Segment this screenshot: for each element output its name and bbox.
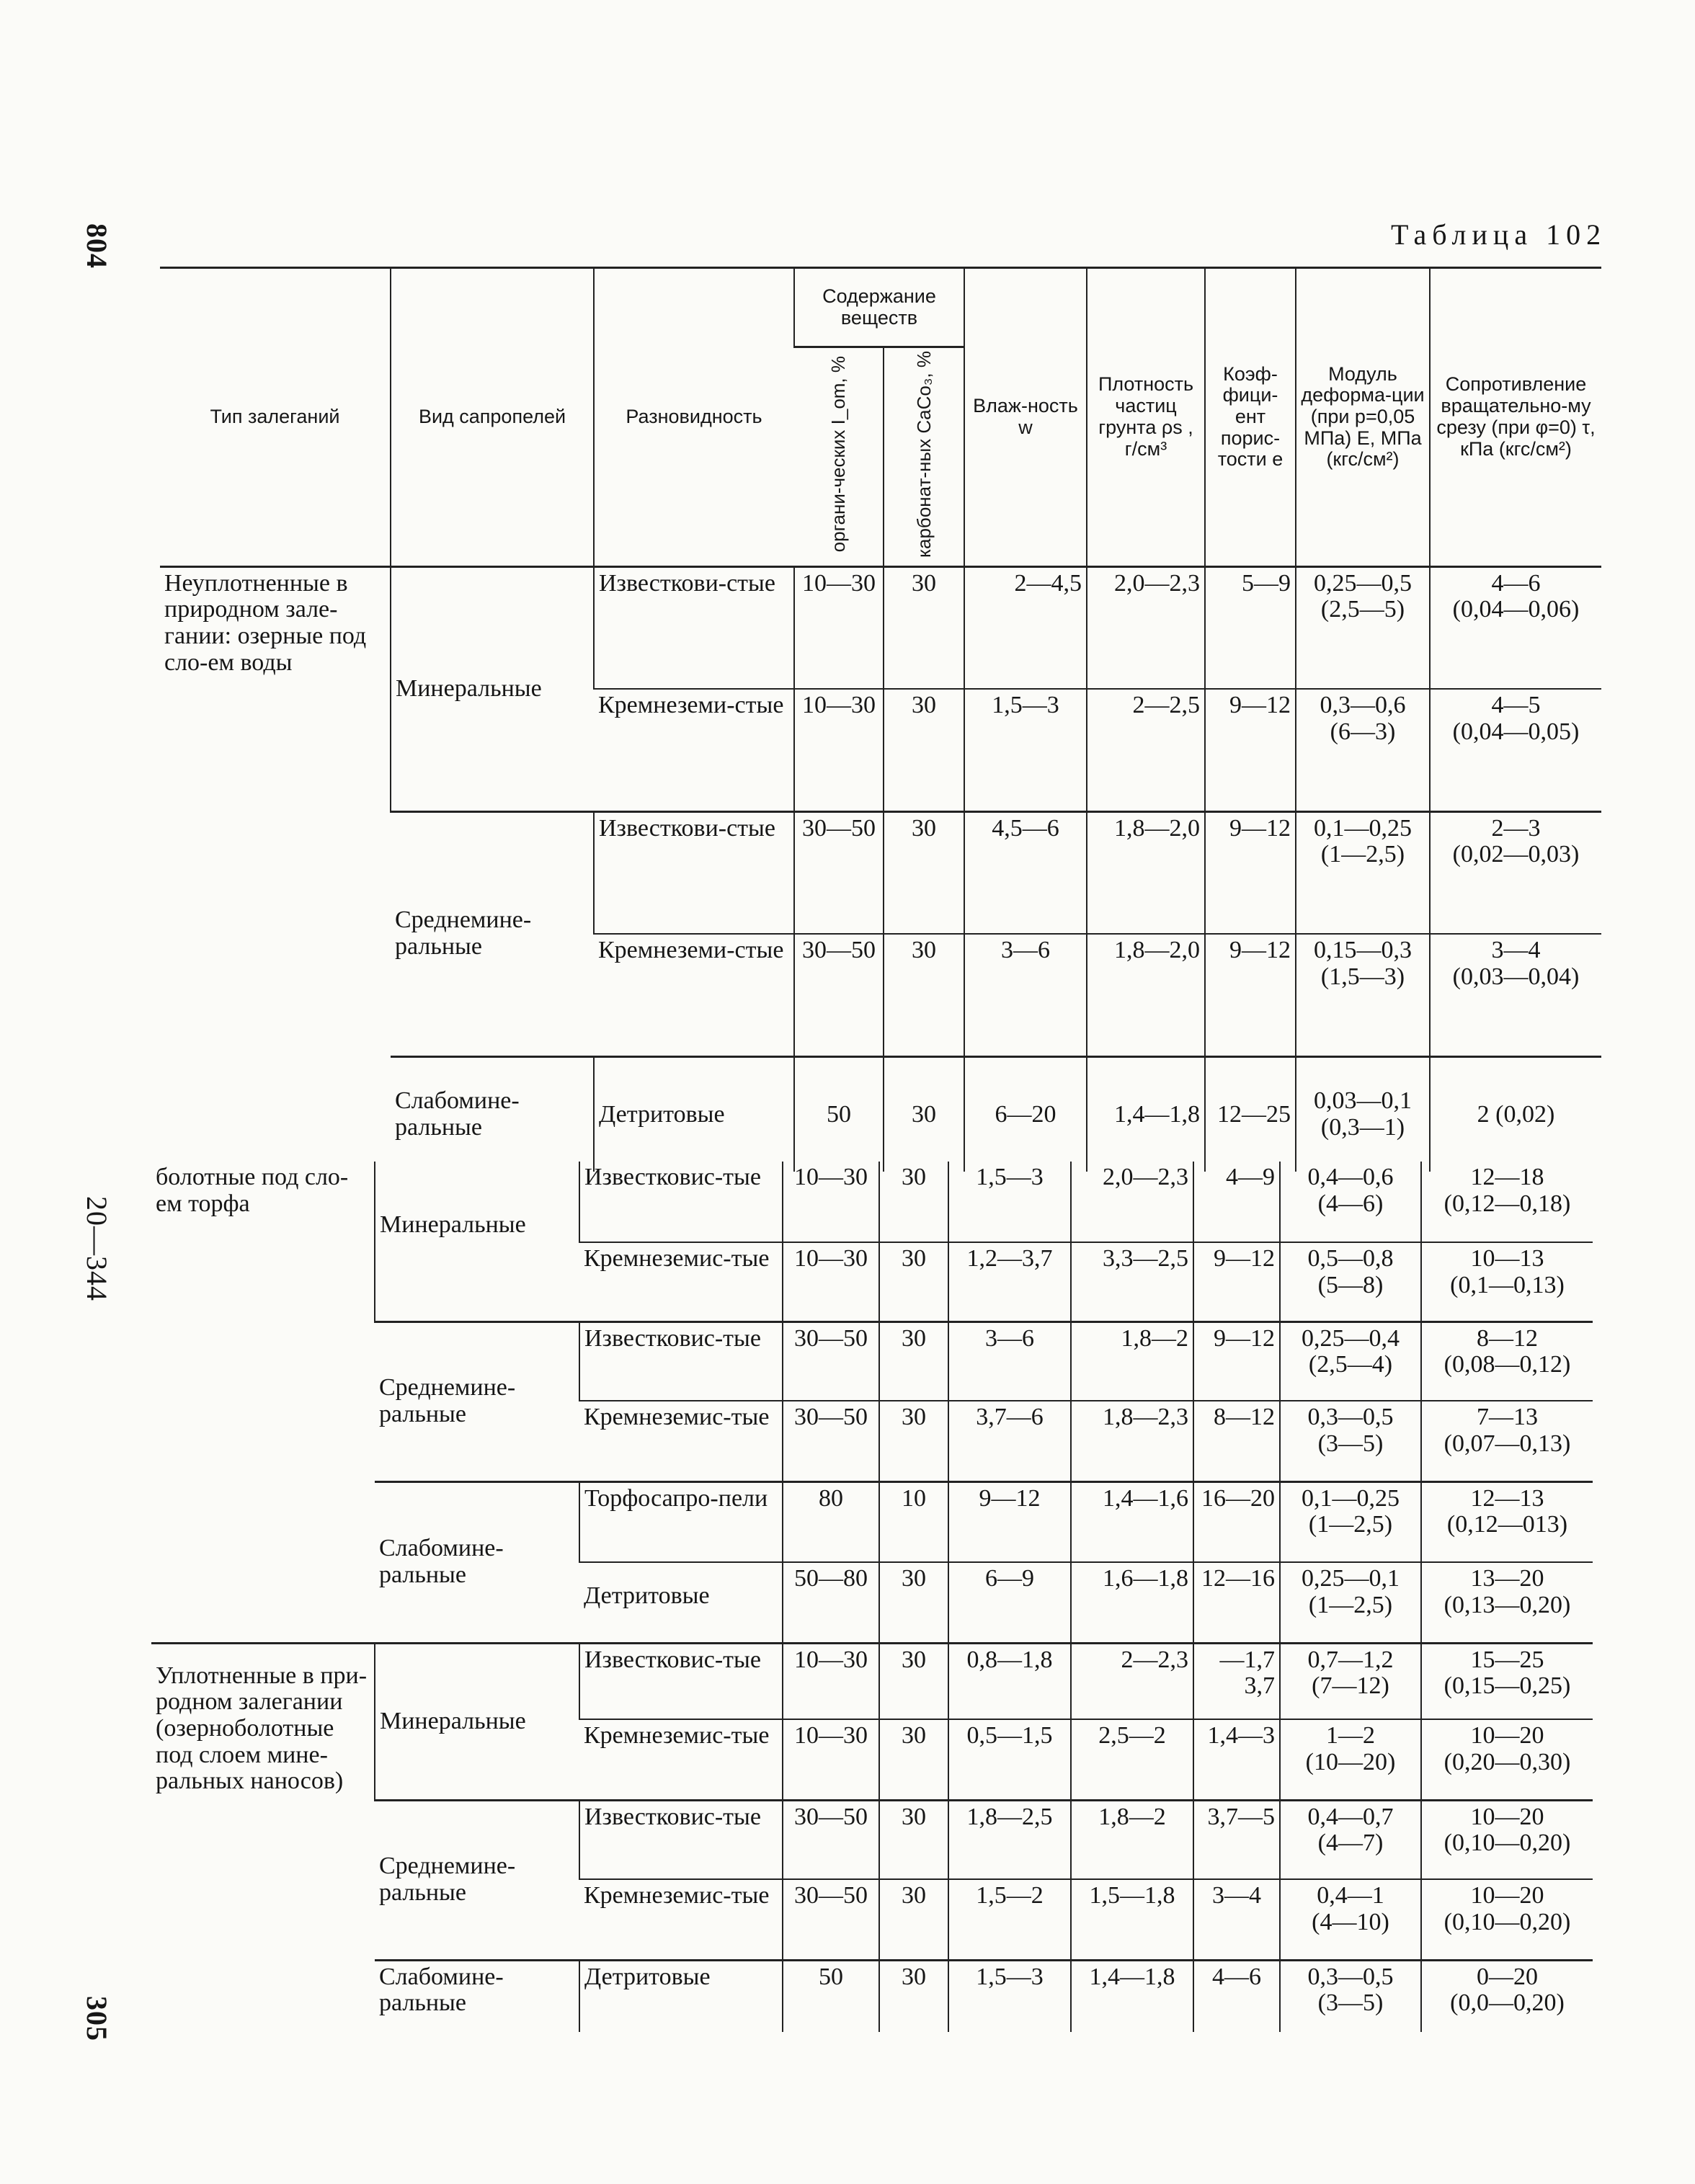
cell-shear: 3—4 (0,03—0,04) <box>1430 934 1601 1056</box>
variety-label: Известковис-тые <box>579 1321 783 1401</box>
cell-porosity: 9—12 <box>1205 811 1296 934</box>
variety-label: Кремнеземис-тые <box>579 1719 783 1800</box>
cell-shear: 7—13 (0,07—0,13) <box>1421 1401 1593 1481</box>
variety-label: Кремнеземис-тые <box>579 1242 783 1321</box>
cell-organic: 30—50 <box>783 1879 879 1960</box>
cell-organic: 10—30 <box>783 1643 879 1719</box>
cell-shear: 10—20 (0,10—0,20) <box>1421 1800 1593 1879</box>
section1-type: Неуплотненные в природном зале-гании: озерные под сло-ем воды <box>160 566 391 1172</box>
cell-moisture: 3—6 <box>948 1321 1071 1401</box>
kind-label: Минеральные <box>375 1643 579 1800</box>
cell-porosity: 4—9 <box>1193 1162 1280 1242</box>
cell-density: 2,5—2 <box>1071 1719 1193 1800</box>
cell-shear: 2—3 (0,02—0,03) <box>1430 811 1601 934</box>
cell-modulus: 0,4—0,6 (4—6) <box>1280 1162 1421 1242</box>
kind-label: Среднемине-ральные <box>375 1321 579 1481</box>
cell-modulus: 0,3—0,5 (3—5) <box>1280 1960 1421 2032</box>
cell-organic: 10—30 <box>794 566 884 689</box>
kind-label: Минеральные <box>391 566 594 811</box>
cell-moisture: 9—12 <box>948 1481 1071 1562</box>
cell-modulus: 0,25—0,4 (2,5—4) <box>1280 1321 1421 1401</box>
cell-density: 1,8—2,0 <box>1087 934 1205 1056</box>
cell-carbonate: 30 <box>879 1879 948 1960</box>
cell-moisture: 6—20 <box>964 1056 1087 1172</box>
cell-porosity: 3,7—5 <box>1193 1800 1280 1879</box>
cell-modulus: 1—2 (10—20) <box>1280 1719 1421 1800</box>
cell-modulus: 0,1—0,25 (1—2,5) <box>1280 1481 1421 1562</box>
cell-carbonate: 30 <box>884 566 964 689</box>
cell-organic: 30—50 <box>794 934 884 1056</box>
cell-porosity: 12—25 <box>1205 1056 1296 1172</box>
cell-density: 3,3—2,5 <box>1071 1242 1193 1321</box>
cell-shear: 0—20 (0,0—0,20) <box>1421 1960 1593 2032</box>
cell-density: 2,0—2,3 <box>1071 1162 1193 1242</box>
cell-density: 1,4—1,8 <box>1071 1960 1193 2032</box>
cell-moisture: 3—6 <box>964 934 1087 1056</box>
variety-label: Известкови-стые <box>594 566 794 689</box>
variety-label: Известкови-стые <box>594 811 794 934</box>
header-organic: органи-ческих I_om, % <box>794 347 884 567</box>
kind-label: Слабомине-ральные <box>375 1960 579 2032</box>
cell-organic: 30—50 <box>783 1321 879 1401</box>
cell-porosity: 3—4 <box>1193 1879 1280 1960</box>
cell-shear: 10—13 (0,1—0,13) <box>1421 1242 1593 1321</box>
cell-moisture: 0,8—1,8 <box>948 1643 1071 1719</box>
cell-organic: 10—30 <box>794 689 884 811</box>
variety-label: Кремнеземи-стые <box>594 689 794 811</box>
cell-organic: 10—30 <box>783 1162 879 1242</box>
header-modulus: Модуль деформа-ции (при p=0,05 МПа) E, МПа (кгс/см²) <box>1296 268 1430 567</box>
variety-label: Известковис-тые <box>579 1643 783 1719</box>
cell-shear: 10—20 (0,20—0,30) <box>1421 1719 1593 1800</box>
cell-carbonate: 30 <box>879 1800 948 1879</box>
cell-shear: 10—20 (0,10—0,20) <box>1421 1879 1593 1960</box>
cell-shear: 15—25 (0,15—0,25) <box>1421 1643 1593 1719</box>
cell-modulus: 0,3—0,6 (6—3) <box>1296 689 1430 811</box>
cell-density: 2—2,3 <box>1071 1643 1193 1719</box>
cell-modulus: 0,25—0,1 (1—2,5) <box>1280 1562 1421 1643</box>
kind-label: Слабомине-ральные <box>375 1481 579 1643</box>
header-variety: Разновидность <box>594 268 794 567</box>
cell-moisture: 1,5—3 <box>948 1960 1071 2032</box>
kind-label: Минеральные <box>375 1162 579 1321</box>
cell-moisture: 2—4,5 <box>964 566 1087 689</box>
cell-organic: 30—50 <box>783 1401 879 1481</box>
cell-modulus: 0,7—1,2 (7—12) <box>1280 1643 1421 1719</box>
page-number-top: 804 <box>81 223 113 269</box>
header-shear: Сопротивление вращательно-му срезу (при φ=0) τ, кПа (кгс/см²) <box>1430 268 1601 567</box>
cell-moisture: 3,7—6 <box>948 1401 1071 1481</box>
cell-density: 1,6—1,8 <box>1071 1562 1193 1643</box>
section3-type: Уплотненные в при-родном залегании (озерноболотные под слоем мине-ральных наносов) <box>151 1643 375 2032</box>
header-kind: Вид сапропелей <box>391 268 594 567</box>
cell-organic: 50 <box>783 1960 879 2032</box>
page-number-bottom: 305 <box>81 1996 113 2041</box>
cell-carbonate: 30 <box>879 1960 948 2032</box>
cell-density: 1,4—1,8 <box>1087 1056 1205 1172</box>
header-moisture: Влаж-ность w <box>964 268 1087 567</box>
cell-porosity: 16—20 <box>1193 1481 1280 1562</box>
cell-density: 1,8—2,0 <box>1087 811 1205 934</box>
variety-label: Детритовые <box>579 1960 783 2032</box>
cell-density: 1,8—2 <box>1071 1321 1193 1401</box>
cell-moisture: 1,8—2,5 <box>948 1800 1071 1879</box>
header-content: Содержание веществ <box>794 268 964 347</box>
cell-moisture: 6—9 <box>948 1562 1071 1643</box>
cell-shear: 4—5 (0,04—0,05) <box>1430 689 1601 811</box>
cell-organic: 10—30 <box>783 1719 879 1800</box>
cell-carbonate: 30 <box>884 934 964 1056</box>
cell-porosity: 8—12 <box>1193 1401 1280 1481</box>
cell-density: 2,0—2,3 <box>1087 566 1205 689</box>
cell-density: 1,4—1,6 <box>1071 1481 1193 1562</box>
cell-density: 1,8—2 <box>1071 1800 1193 1879</box>
cell-porosity: 9—12 <box>1193 1321 1280 1401</box>
cell-organic: 50—80 <box>783 1562 879 1643</box>
cell-shear: 12—13 (0,12—013) <box>1421 1481 1593 1562</box>
cell-shear: 12—18 (0,12—0,18) <box>1421 1162 1593 1242</box>
cell-porosity: 4—6 <box>1193 1960 1280 2032</box>
cell-organic: 30—50 <box>783 1800 879 1879</box>
cell-porosity: 9—12 <box>1193 1242 1280 1321</box>
variety-label: Кремнеземис-тые <box>579 1879 783 1960</box>
cell-carbonate: 30 <box>879 1643 948 1719</box>
cell-carbonate: 30 <box>879 1162 948 1242</box>
cell-carbonate: 30 <box>879 1242 948 1321</box>
cell-moisture: 1,5—3 <box>964 689 1087 811</box>
cell-density: 1,8—2,3 <box>1071 1401 1193 1481</box>
cell-porosity: 12—16 <box>1193 1562 1280 1643</box>
cell-carbonate: 30 <box>884 689 964 811</box>
cell-modulus: 0,25—0,5 (2,5—5) <box>1296 566 1430 689</box>
cell-modulus: 0,15—0,3 (1,5—3) <box>1296 934 1430 1056</box>
kind-label: Среднемине-ральные <box>391 811 594 1056</box>
cell-moisture: 1,5—3 <box>948 1162 1071 1242</box>
cell-moisture: 0,5—1,5 <box>948 1719 1071 1800</box>
cell-porosity: 1,4—3 <box>1193 1719 1280 1800</box>
cell-modulus: 0,4—1 (4—10) <box>1280 1879 1421 1960</box>
cell-carbonate: 30 <box>879 1401 948 1481</box>
sapropel-table-part1 <box>160 267 1601 1172</box>
cell-shear: 8—12 (0,08—0,12) <box>1421 1321 1593 1401</box>
cell-porosity: 5—9 <box>1205 566 1296 689</box>
variety-label: Известковис-тые <box>579 1800 783 1879</box>
cell-carbonate: 30 <box>879 1562 948 1643</box>
variety-label: Кремнеземи-стые <box>594 934 794 1056</box>
cell-density: 1,5—1,8 <box>1071 1879 1193 1960</box>
cell-shear: 13—20 (0,13—0,20) <box>1421 1562 1593 1643</box>
cell-carbonate: 10 <box>879 1481 948 1562</box>
cell-shear: 2 (0,02) <box>1430 1056 1601 1172</box>
cell-organic: 10—30 <box>783 1242 879 1321</box>
header-carbonate: карбонат-ных CaCo₃, % <box>884 347 964 567</box>
cell-carbonate: 30 <box>884 811 964 934</box>
cell-density: 2—2,5 <box>1087 689 1205 811</box>
cell-organic: 80 <box>783 1481 879 1562</box>
cell-porosity: 9—12 <box>1205 689 1296 811</box>
cell-modulus: 0,4—0,7 (4—7) <box>1280 1800 1421 1879</box>
cell-modulus: 0,1—0,25 (1—2,5) <box>1296 811 1430 934</box>
cell-moisture: 4,5—6 <box>964 811 1087 934</box>
cell-carbonate: 30 <box>884 1056 964 1172</box>
cell-modulus: 0,5—0,8 (5—8) <box>1280 1242 1421 1321</box>
variety-label: Кремнеземис-тые <box>579 1401 783 1481</box>
cell-moisture: 1,5—2 <box>948 1879 1071 1960</box>
cell-organic: 50 <box>794 1056 884 1172</box>
header-porosity: Коэф-фици-ент порис-тости e <box>1205 268 1296 567</box>
variety-label: Детритовые <box>594 1056 794 1172</box>
variety-label: Известковис-тые <box>579 1162 783 1242</box>
cell-organic: 30—50 <box>794 811 884 934</box>
kind-label: Слабомине-ральные <box>391 1056 594 1172</box>
sapropel-table-part2 <box>151 1162 1593 2032</box>
cell-porosity: 9—12 <box>1205 934 1296 1056</box>
cell-modulus: 0,03—0,1 (0,3—1) <box>1296 1056 1430 1172</box>
variety-label: Торфосапро-пели <box>579 1481 783 1562</box>
section2-type: болотные под сло-ем торфа <box>156 1164 349 1217</box>
cell-moisture: 1,2—3,7 <box>948 1242 1071 1321</box>
header-density: Плотность частиц грунта ρs , г/см³ <box>1087 268 1205 567</box>
variety-label: Детритовые <box>579 1562 783 1643</box>
cell-shear: 4—6 (0,04—0,06) <box>1430 566 1601 689</box>
kind-label: Среднемине-ральные <box>375 1800 579 1960</box>
cell-modulus: 0,3—0,5 (3—5) <box>1280 1401 1421 1481</box>
header-type: Тип залеганий <box>160 268 391 567</box>
cell-carbonate: 30 <box>879 1719 948 1800</box>
cell-carbonate: 30 <box>879 1321 948 1401</box>
signature-mark: 20—344 <box>81 1196 113 1301</box>
cell-porosity: —1,7 3,7 <box>1193 1643 1280 1719</box>
table-caption: Таблица 102 <box>1391 218 1607 251</box>
